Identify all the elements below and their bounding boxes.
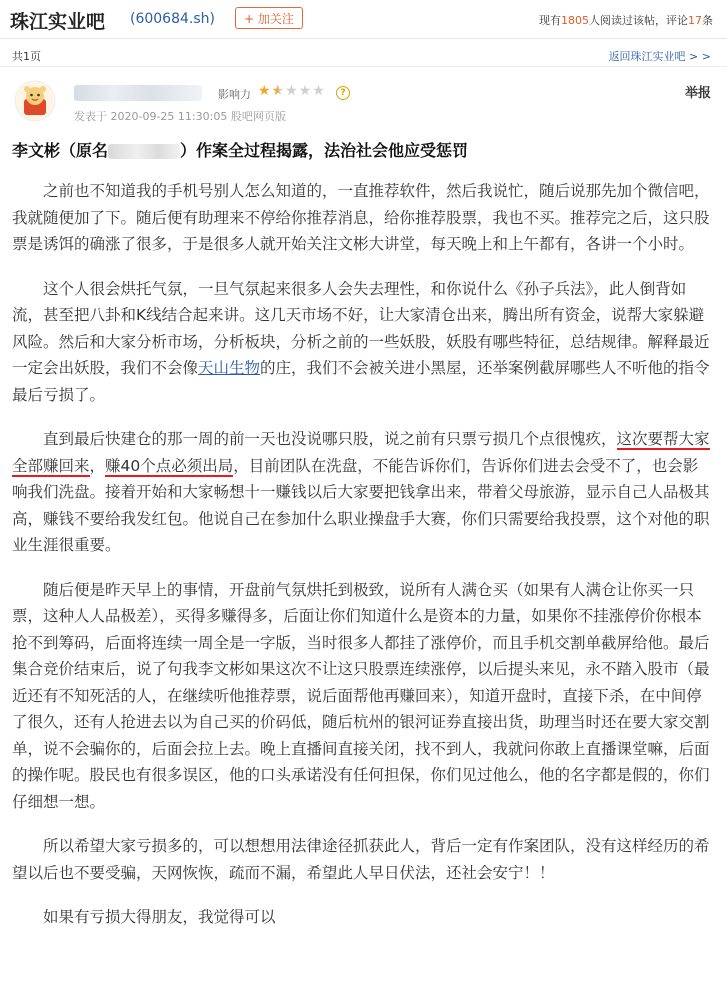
star-empty-icon: ★ — [298, 83, 313, 99]
paragraph-2-text-a: 这个人很会烘托气氛，一旦气氛起来很多人会失去理性，和你说什么《孙子兵法》，此人倒背如流，甚至把八卦和K线结合起来讲。这几天市场不好，让大家清仓出来，腾出所有资金，说帮大家躲避风险。然后和大家分析市场，分析板块，分析之前的一些妖股，妖股有哪些特征，总结规律。解释最近一定会出妖股，我们不会像 — [12, 279, 710, 377]
underlined-text-2: 赚40个点必须出局 — [105, 456, 234, 475]
stats-prefix: 现有 — [539, 14, 561, 27]
read-stats — [539, 12, 713, 28]
paragraph-4: 随后便是昨天早上的事情，开盘前气氛烘托到极致，说所有人满仓买（如果有人满仓让你买一只票，这种人人品极差），买得多赚得多，后面让你们知道什么是资本的力量，如果你不挂涨停价你根本抢不到筹码，后面将连续一周全是一字版，当时很多人都挂了涨停价，而且手机交割单截屏给他。最后集合竞价结束后，说了句我李文彬如果这次不让这只股票连续涨停，以后提头来见，永不踏入股市（最近还有不知死活的人，在继续听他推荐票，说后面帮他再赚回来），知道开盘时，直接下杀，在中间停了很久，还有人抢进去以为自己买的价码低，随后杭州的银河证券直接出货，助理当时还在要大家交割单，说不会骗你的，后面会拉上去。晚上直播间直接关闭，找不到人，我就问你敢上直播课堂嘛，后面的操作呢。股民也有很多误区，他的口头承诺没有任何担保，你们见过他么，他的名字都是假的，你们仔细想一想。 — [12, 580, 710, 811]
influence-stars — [258, 83, 326, 99]
redacted-name — [108, 144, 180, 159]
divider — [0, 66, 727, 67]
avatar[interactable] — [14, 80, 56, 122]
paragraph-3-text-c: ，目前团队在洗盘，不能告诉你们，告诉你们进去会受不了，也会影响我们洗盘。接着开始和大家畅想十一赚钱以后大家要把钱拿出来，带着父母旅游，显示自己人品极其高，赚钱不要给我发红包。他说自己在参加什么职业操盘手大赛，你们只需要给我投票，这个对他的职业生涯很重要。 — [12, 456, 710, 554]
report-button[interactable]: 举报 — [684, 86, 711, 101]
paragraph-3 — [12, 426, 713, 559]
paragraph-3-text-a: 直到最后快建仓的那一周的前一天也没说哪只股，说之前有只票亏损几个点很愧疚， — [43, 430, 617, 448]
follow-button[interactable]: + 加关注 — [235, 7, 303, 29]
post-title — [12, 138, 712, 161]
stock-link-tianshan[interactable]: 天山生物 — [198, 359, 261, 377]
stats-suffix: 条 — [702, 14, 713, 27]
influence-label: 影响力 — [218, 88, 251, 101]
star-full-icon: ★ — [258, 83, 272, 99]
star-empty-icon: ★ — [312, 83, 326, 99]
reader-count: 1805 — [561, 14, 589, 27]
comment-count: 17 — [688, 14, 702, 27]
star-half-icon: ★ — [271, 83, 286, 99]
star-empty-icon: ★ — [285, 83, 299, 99]
post-meta: 发表于 2020-09-25 11:30:05 股吧网页版 — [74, 110, 286, 123]
bar-name[interactable]: 珠江实业吧 — [10, 11, 106, 33]
title-part-2: ）作案全过程揭露，法治社会他应受惩罚 — [180, 141, 469, 160]
paragraph-3-text-b: ， — [89, 456, 106, 475]
back-to-bar-link[interactable]: 返回珠江实业吧 > > — [608, 50, 711, 63]
paragraph-5: 所以希望大家亏损多的，可以想想用法律途径抓获此人，背后一定有作案团队，没有这样经历的希望以后也不要受骗，天网恢恢，疏而不漏，希望此人早日伏法，还社会安宁！！ — [12, 837, 710, 882]
post-body — [12, 178, 713, 949]
help-icon[interactable]: ? — [336, 86, 350, 100]
paragraph-1: 之前也不知道我的手机号别人怎么知道的，一直推荐软件，然后我说忙，随后说那先加个微信吧，我就随便加了下。随后便有助理来不停给你推荐消息，给你推荐股票，我也不买。推荐完之后，这只股票是诱饵的确涨了很多，于是很多人就开始关注文彬大讲堂，每天晚上和上午都有，各讲一个小时。 — [12, 182, 710, 253]
paragraph-2 — [12, 276, 713, 409]
stats-middle: 人阅读过该帖，评论 — [589, 14, 688, 27]
paragraph-2-text-b: 的庄，我们不会被关进小黑屋，还举案例截屏哪些人不听他的指令最后亏损了。 — [12, 359, 710, 404]
title-part-1: 李文彬（原名 — [12, 141, 109, 160]
underlined-text-1: 这次要帮大家全部赚回来 — [12, 430, 710, 475]
username-blurred[interactable] — [74, 85, 202, 101]
stock-code[interactable]: (600684.sh) — [130, 11, 215, 27]
page-count: 共1页 — [12, 50, 41, 63]
paragraph-6: 如果有亏损大得朋友，我觉得可以 — [43, 908, 276, 926]
bar-header — [0, 0, 727, 39]
